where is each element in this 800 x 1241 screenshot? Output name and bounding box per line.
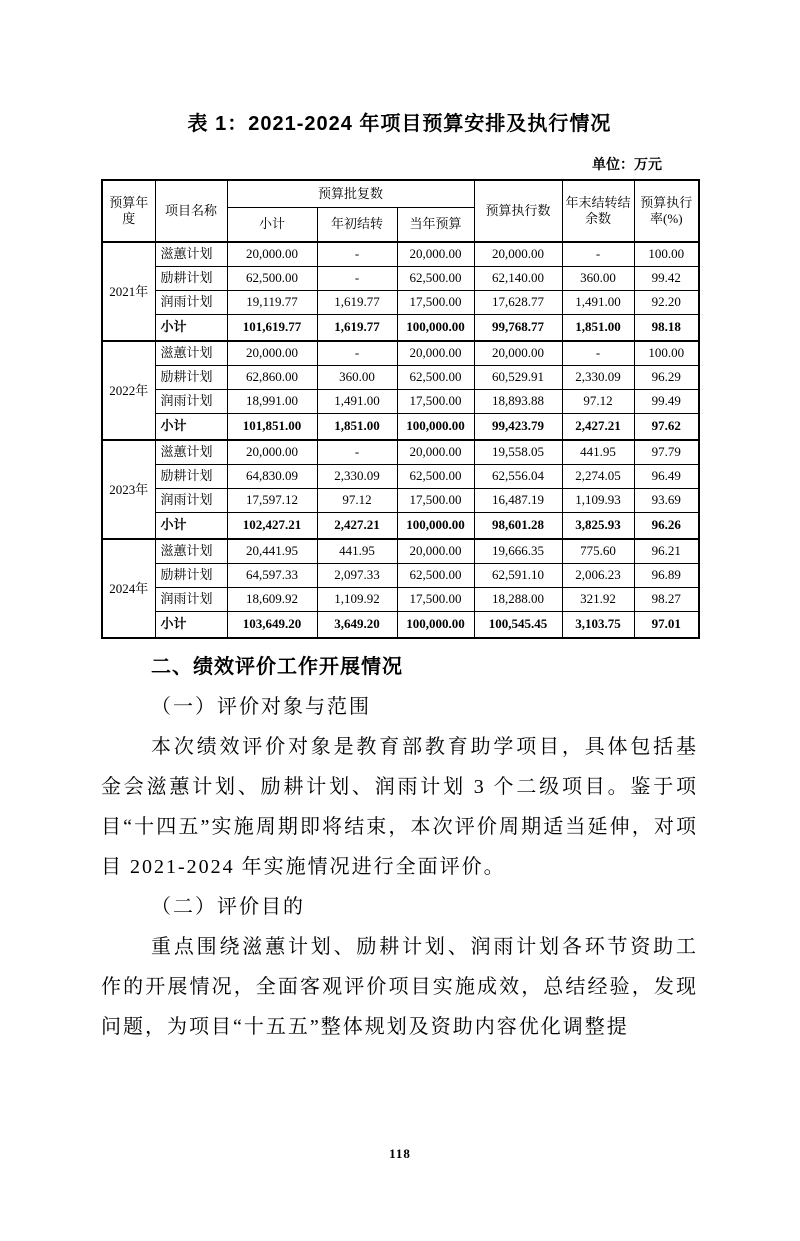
project-name-cell: 小计 <box>155 314 227 341</box>
value-cell: 18,609.92 <box>227 587 317 611</box>
project-name-cell: 滋蕙计划 <box>155 242 227 266</box>
value-cell: 99.49 <box>634 389 699 413</box>
value-cell: 20,000.00 <box>397 440 474 464</box>
value-cell: 2,006.23 <box>562 563 634 587</box>
table-row <box>102 440 699 464</box>
value-cell: 97.62 <box>634 413 699 440</box>
value-cell: 1,619.77 <box>317 314 397 341</box>
value-cell: 1,851.00 <box>562 314 634 341</box>
col-header-yearend-balance: 年末结转结余数 <box>562 180 634 242</box>
value-cell: 2,097.33 <box>317 563 397 587</box>
col-header-current-year-budget: 当年预算 <box>397 207 474 242</box>
value-cell: 2,427.21 <box>562 413 634 440</box>
value-cell: 103,649.20 <box>227 611 317 638</box>
project-name-cell: 励耕计划 <box>155 266 227 290</box>
value-cell: 100,000.00 <box>397 512 474 539</box>
project-name-cell: 滋蕙计划 <box>155 539 227 563</box>
subtotal-row <box>102 413 699 440</box>
table-header <box>102 180 699 242</box>
value-cell: 100.00 <box>634 242 699 266</box>
value-cell: 96.49 <box>634 464 699 488</box>
unit-label: 单位：万元 <box>592 156 662 172</box>
value-cell: 17,628.77 <box>474 290 562 314</box>
paragraph-1: 本次绩效评价对象是教育部教育助学项目，具体包括基金会滋蕙计划、励耕计划、润雨计划 3 个二级项目。鉴于项目“十四五”实施周期即将结束，本次评价周期适当延伸，对项目 2021-2024 年实施情况进行全面评价。 <box>101 736 698 878</box>
col-header-execution-rate: 预算执行率(%) <box>634 180 699 242</box>
value-cell: 100,545.45 <box>474 611 562 638</box>
project-name-cell: 滋蕙计划 <box>155 440 227 464</box>
value-cell: 20,000.00 <box>227 440 317 464</box>
project-name-cell: 润雨计划 <box>155 587 227 611</box>
subsection-1-heading: （一）评价对象与范围 <box>151 696 371 718</box>
value-cell: 360.00 <box>562 266 634 290</box>
project-name-cell: 润雨计划 <box>155 389 227 413</box>
value-cell: 62,500.00 <box>397 464 474 488</box>
project-name-cell: 小计 <box>155 413 227 440</box>
subtotal-row <box>102 611 699 638</box>
value-cell: 18,893.88 <box>474 389 562 413</box>
year-cell: 2022年 <box>102 341 155 440</box>
value-cell: 96.21 <box>634 539 699 563</box>
value-cell: 100,000.00 <box>397 611 474 638</box>
table-row <box>102 341 699 365</box>
table-row <box>102 266 699 290</box>
table-row <box>102 365 699 389</box>
value-cell: 3,103.75 <box>562 611 634 638</box>
col-header-project-name: 项目名称 <box>155 180 227 242</box>
value-cell: 62,500.00 <box>397 365 474 389</box>
project-name-cell: 滋蕙计划 <box>155 341 227 365</box>
value-cell: 17,500.00 <box>397 290 474 314</box>
value-cell: 20,441.95 <box>227 539 317 563</box>
year-cell: 2024年 <box>102 539 155 638</box>
value-cell: 441.95 <box>317 539 397 563</box>
value-cell: 20,000.00 <box>227 341 317 365</box>
document-page <box>0 110 800 1241</box>
value-cell: 98.18 <box>634 314 699 341</box>
value-cell: 20,000.00 <box>474 242 562 266</box>
value-cell: - <box>317 341 397 365</box>
budget-table <box>101 179 700 639</box>
value-cell: 100,000.00 <box>397 413 474 440</box>
col-header-subtotal: 小计 <box>227 207 317 242</box>
value-cell: 360.00 <box>317 365 397 389</box>
value-cell: 99,423.79 <box>474 413 562 440</box>
value-cell: 100.00 <box>634 341 699 365</box>
value-cell: 1,109.93 <box>562 488 634 512</box>
year-cell: 2021年 <box>102 242 155 341</box>
value-cell: 20,000.00 <box>474 341 562 365</box>
value-cell: 98,601.28 <box>474 512 562 539</box>
project-name-cell: 励耕计划 <box>155 563 227 587</box>
value-cell: 101,619.77 <box>227 314 317 341</box>
value-cell: - <box>562 341 634 365</box>
project-name-cell: 小计 <box>155 512 227 539</box>
table-title: 表 1：2021-2024 年项目预算安排及执行情况 <box>187 113 612 135</box>
value-cell: 2,427.21 <box>317 512 397 539</box>
table-row <box>102 587 699 611</box>
year-group <box>102 242 699 341</box>
page-number: 118 <box>389 1146 411 1161</box>
value-cell: - <box>317 242 397 266</box>
value-cell: 17,597.12 <box>227 488 317 512</box>
value-cell: 20,000.00 <box>397 341 474 365</box>
value-cell: 62,140.00 <box>474 266 562 290</box>
table-row <box>102 242 699 266</box>
value-cell: 1,109.92 <box>317 587 397 611</box>
project-name-cell: 励耕计划 <box>155 365 227 389</box>
value-cell: 3,649.20 <box>317 611 397 638</box>
value-cell: 17,500.00 <box>397 587 474 611</box>
value-cell: 2,274.05 <box>562 464 634 488</box>
value-cell: 96.29 <box>634 365 699 389</box>
paragraph-2: 重点围绕滋蕙计划、励耕计划、润雨计划各环节资助工作的开展情况，全面客观评价项目实施成效，总结经验，发现问题，为项目“十五五”整体规划及资助内容优化调整提 <box>101 936 698 1038</box>
value-cell: 96.26 <box>634 512 699 539</box>
table-row <box>102 563 699 587</box>
value-cell: 19,666.35 <box>474 539 562 563</box>
table-row <box>102 389 699 413</box>
table-row <box>102 539 699 563</box>
value-cell: 19,558.05 <box>474 440 562 464</box>
subsection-2-heading: （二）评价目的 <box>151 896 305 918</box>
value-cell: 62,500.00 <box>397 266 474 290</box>
value-cell: 97.79 <box>634 440 699 464</box>
value-cell: 18,288.00 <box>474 587 562 611</box>
table-row <box>102 464 699 488</box>
value-cell: 96.89 <box>634 563 699 587</box>
value-cell: 2,330.09 <box>317 464 397 488</box>
value-cell: - <box>562 242 634 266</box>
value-cell: 20,000.00 <box>397 242 474 266</box>
year-group <box>102 539 699 638</box>
subtotal-row <box>102 314 699 341</box>
value-cell: 101,851.00 <box>227 413 317 440</box>
value-cell: 62,591.10 <box>474 563 562 587</box>
col-header-budget-approved-group: 预算批复数 <box>227 180 474 207</box>
value-cell: 62,500.00 <box>227 266 317 290</box>
value-cell: 321.92 <box>562 587 634 611</box>
value-cell: 17,500.00 <box>397 389 474 413</box>
value-cell: 97.12 <box>317 488 397 512</box>
value-cell: 1,491.00 <box>317 389 397 413</box>
value-cell: 1,619.77 <box>317 290 397 314</box>
value-cell: - <box>317 440 397 464</box>
value-cell: 97.01 <box>634 611 699 638</box>
year-group <box>102 341 699 440</box>
table-row <box>102 290 699 314</box>
col-header-carryover-begin: 年初结转 <box>317 207 397 242</box>
value-cell: 60,529.91 <box>474 365 562 389</box>
col-header-budget-year: 预算年度 <box>102 180 155 242</box>
page-content <box>101 110 698 1047</box>
year-cell: 2023年 <box>102 440 155 539</box>
value-cell: 775.60 <box>562 539 634 563</box>
value-cell: 1,851.00 <box>317 413 397 440</box>
value-cell: 1,491.00 <box>562 290 634 314</box>
value-cell: 17,500.00 <box>397 488 474 512</box>
value-cell: 2,330.09 <box>562 365 634 389</box>
value-cell: 99,768.77 <box>474 314 562 341</box>
value-cell: 92.20 <box>634 290 699 314</box>
year-group <box>102 440 699 539</box>
value-cell: 102,427.21 <box>227 512 317 539</box>
value-cell: 20,000.00 <box>227 242 317 266</box>
value-cell: 441.95 <box>562 440 634 464</box>
section-heading: 二、绩效评价工作开展情况 <box>151 656 403 678</box>
project-name-cell: 小计 <box>155 611 227 638</box>
value-cell: 99.42 <box>634 266 699 290</box>
subtotal-row <box>102 512 699 539</box>
value-cell: 93.69 <box>634 488 699 512</box>
value-cell: 100,000.00 <box>397 314 474 341</box>
value-cell: 64,597.33 <box>227 563 317 587</box>
value-cell: 19,119.77 <box>227 290 317 314</box>
value-cell: 98.27 <box>634 587 699 611</box>
table-row <box>102 488 699 512</box>
value-cell: 20,000.00 <box>397 539 474 563</box>
value-cell: 18,991.00 <box>227 389 317 413</box>
value-cell: 97.12 <box>562 389 634 413</box>
value-cell: 64,830.09 <box>227 464 317 488</box>
body-text <box>101 647 698 1047</box>
value-cell: 3,825.93 <box>562 512 634 539</box>
value-cell: 62,860.00 <box>227 365 317 389</box>
value-cell: 62,500.00 <box>397 563 474 587</box>
col-header-budget-executed: 预算执行数 <box>474 180 562 242</box>
value-cell: 62,556.04 <box>474 464 562 488</box>
project-name-cell: 润雨计划 <box>155 290 227 314</box>
project-name-cell: 励耕计划 <box>155 464 227 488</box>
project-name-cell: 润雨计划 <box>155 488 227 512</box>
value-cell: 16,487.19 <box>474 488 562 512</box>
value-cell: - <box>317 266 397 290</box>
